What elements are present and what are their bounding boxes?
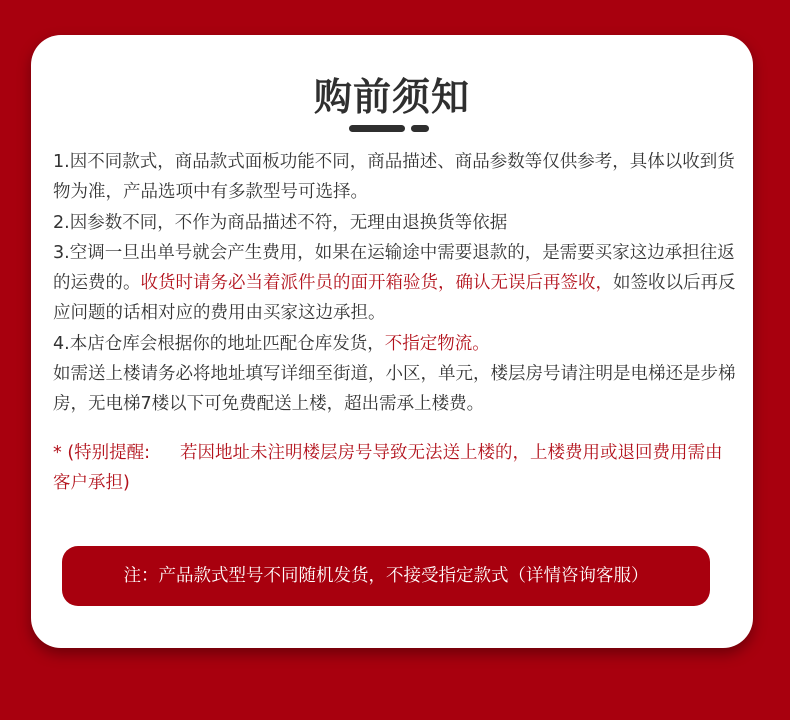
special-reminder xyxy=(53,438,737,498)
term-4-text: 4.本店仓库会根据你的地址匹配仓库发货， xyxy=(53,333,385,354)
title-underline-long xyxy=(349,125,405,132)
term-3-warning: 收货时请务必当着派件员的面开箱验货，确认无误后再签收， xyxy=(140,273,613,294)
term-3-text: 3.空调一旦出单号就会产生费用，如果在运输途中需要退款的，是需要买家这边承担往返的运费的。 xyxy=(53,242,735,294)
terms-body xyxy=(53,147,737,420)
random-shipping-banner: 注：产品款式型号不同随机发货，不接受指定款式（详情咨询客服） xyxy=(62,546,710,606)
special-reminder-text: 若因地址未注明楼层房号导致无法送上楼的，上楼费用或退回费用需由客户承担) xyxy=(53,443,723,493)
term-4 xyxy=(53,329,737,359)
notice-card xyxy=(31,35,753,648)
special-reminder-label: * (特别提醒: xyxy=(53,443,151,463)
term-2: 2.因参数不同，不作为商品描述不符，无理由退换货等依据 xyxy=(53,212,508,233)
term-3 xyxy=(53,238,737,329)
title-underline-short xyxy=(411,125,429,132)
term-4-warning: 不指定物流。 xyxy=(384,333,490,354)
term-5: 如需送上楼请务必将地址填写详细至街道，小区，单元，楼层房号请注明是电梯还是步梯房，无电梯7楼以下可免费配送上楼，超出需承上楼费。 xyxy=(53,364,736,415)
term-1: 1.因不同款式，商品款式面板功能不同，商品描述、商品参数等仅供参考，具体以收到货物为准，产品选项中有多款型号可选择。 xyxy=(53,152,735,203)
page-title: 购前须知 xyxy=(313,75,470,119)
term-3-text-tail: 如签收以后再反应问题的话相对应的费用由买家这边承担。 xyxy=(53,273,736,324)
